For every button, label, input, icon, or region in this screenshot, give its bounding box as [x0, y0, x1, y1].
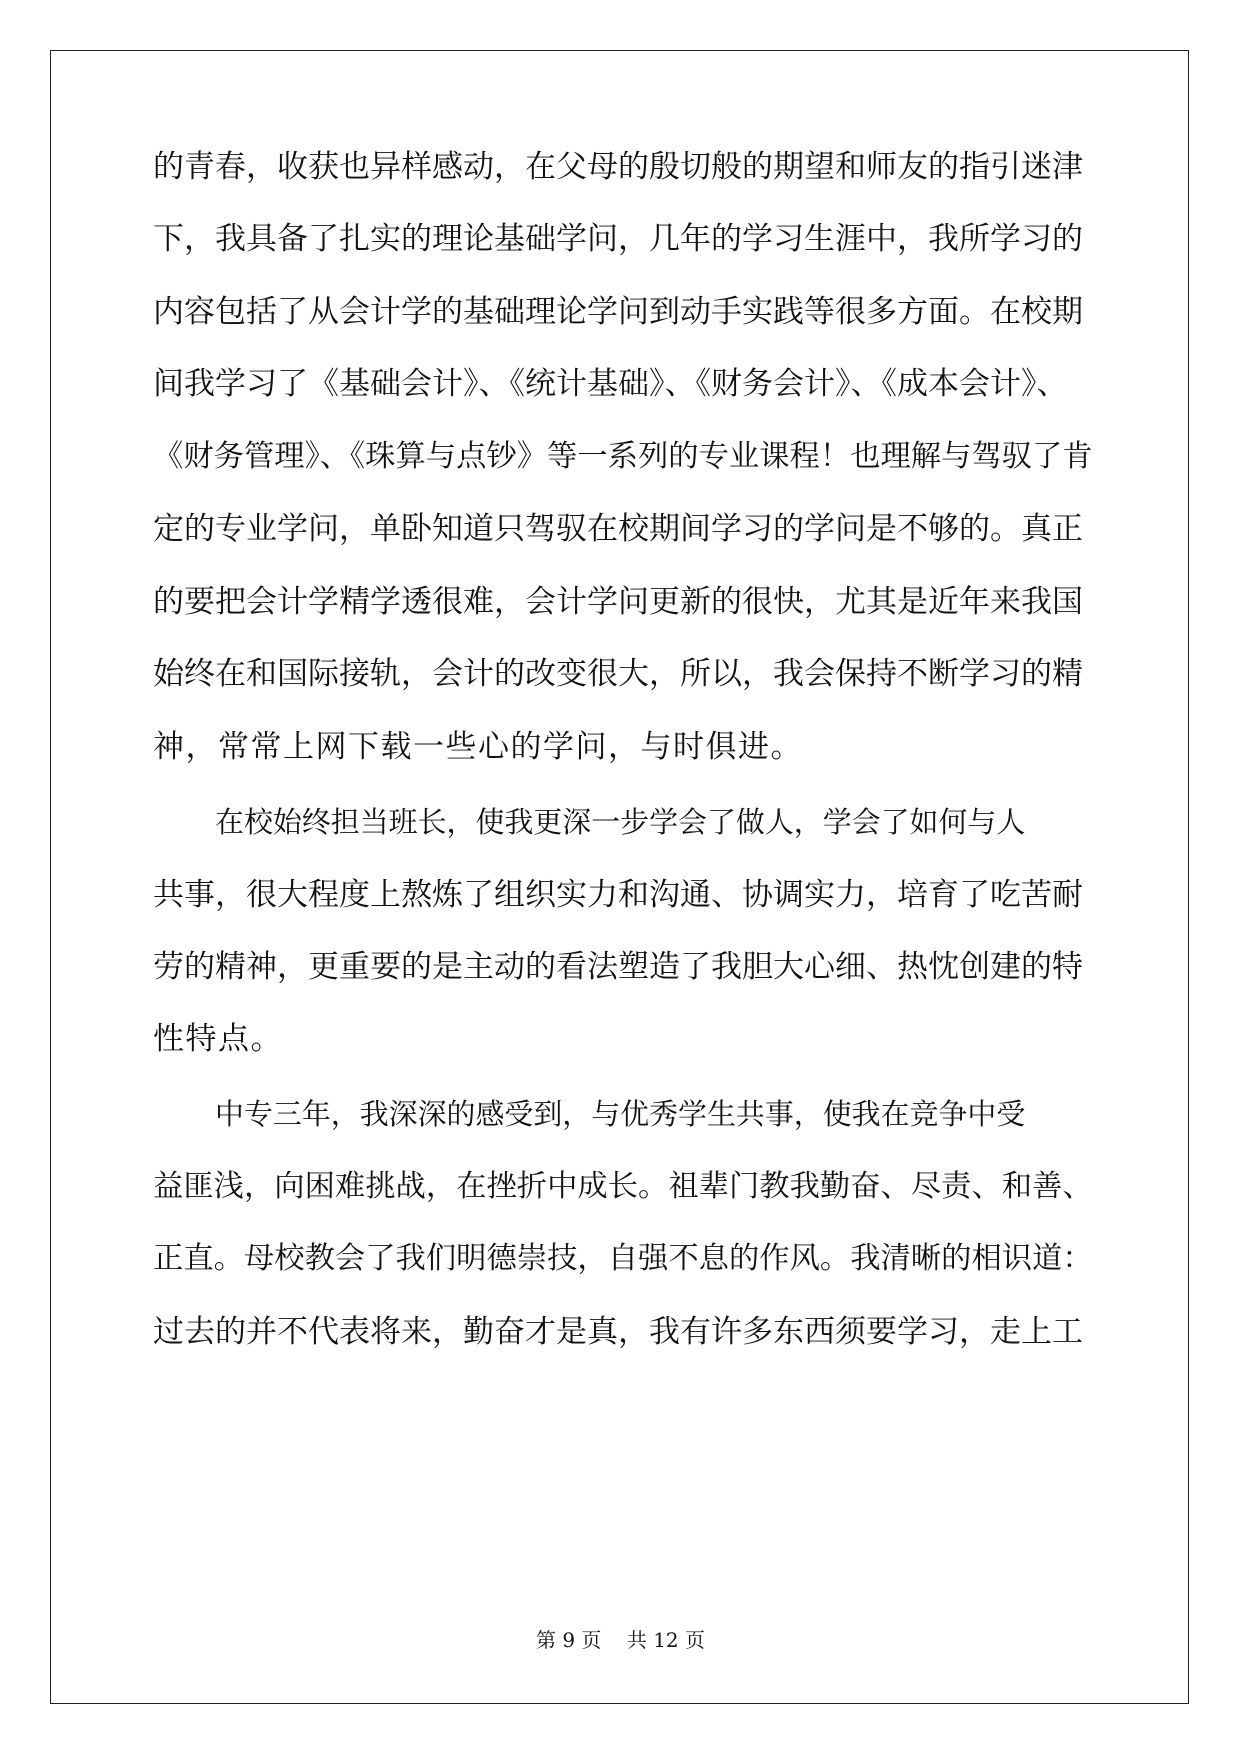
text-line: 正直。母校教会了我们明德崇技，自强不息的作风。我清晰的相识道：: [153, 1241, 1093, 1276]
text-line: 劳的精神，更重要的是主动的看法塑造了我胆大心细、热忱创建的特: [153, 949, 1083, 985]
text-line: 的要把会计学精学透很难，会计学问更新的很快，尤其是近年来我国: [153, 584, 1083, 620]
text-line: 定的专业学问，单卧知道只驾驭在校期间学习的学问是不够的。真正: [153, 511, 1083, 547]
page-number: 第 9 页 共 12 页: [535, 1628, 706, 1652]
text-line: 益匪浅，向困难挑战，在挫折中成长。祖辈门教我勤奋、尽责、和善、: [153, 1169, 1093, 1204]
text-line: 《财务管理》、《珠算与点钞》等一系列的专业课程！也理解与驾驭了肯: [153, 439, 1093, 474]
text-line: 始终在和国际接轨，会计的改变很大，所以，我会保持不断学习的精: [153, 656, 1083, 692]
text-line: 神，常常上网下载一些心的学问，与时俱进。: [153, 729, 803, 765]
text-line: 中专三年，我深深的感受到，与优秀学生共事，使我在竞争中受: [215, 1097, 1026, 1131]
text-line: 间我学习了《基础会计》、《统计基础》、《财务会计》、《成本会计》、: [153, 366, 1068, 402]
text-line: 性特点。: [153, 1021, 283, 1057]
text-line: 内容包括了从会计学的基础理论学问到动手实践等很多方面。在校期: [153, 294, 1083, 330]
page-footer: [0, 1624, 1241, 1653]
text-line: 过去的并不代表将来，勤奋才是真，我有许多东西须要学习，走上工: [153, 1314, 1083, 1350]
text-line: 下，我具备了扎实的理论基础学问，几年的学习生涯中，我所学习的: [153, 221, 1083, 257]
text-line: 的青春，收获也异样感动，在父母的殷切般的期望和师友的指引迷津: [153, 149, 1083, 185]
text-line: 在校始终担当班长，使我更深一步学会了做人，学会了如何与人: [215, 805, 1026, 839]
text-line: 共事，很大程度上熬炼了组织实力和沟通、协调实力，培育了吃苦耐: [153, 877, 1083, 913]
